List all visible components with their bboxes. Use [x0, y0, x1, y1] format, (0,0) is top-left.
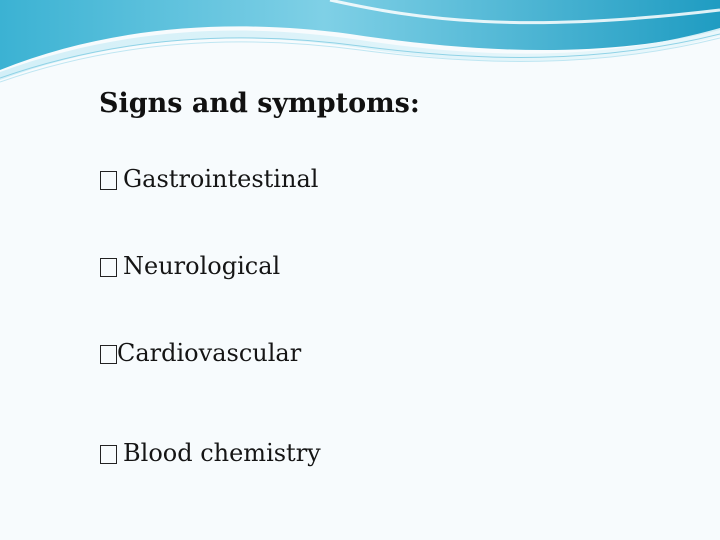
square-bullet-icon	[100, 345, 117, 364]
square-bullet-icon	[100, 445, 117, 464]
square-bullet-icon	[100, 171, 117, 190]
bullet-label: Cardiovascular	[117, 339, 302, 367]
bullet-label: Gastrointestinal	[123, 165, 319, 193]
header-wave-decoration	[0, 0, 720, 90]
bullet-label: Neurological	[123, 252, 281, 280]
bullet-item-cardiovascular	[100, 339, 301, 367]
square-bullet-icon	[100, 258, 117, 277]
bullet-item-blood-chemistry	[100, 439, 321, 467]
slide-title: Signs and symptoms:	[99, 88, 420, 119]
bullet-item-gastrointestinal	[100, 165, 318, 193]
bullet-label: Blood chemistry	[123, 439, 321, 467]
bullet-item-neurological	[100, 252, 280, 280]
